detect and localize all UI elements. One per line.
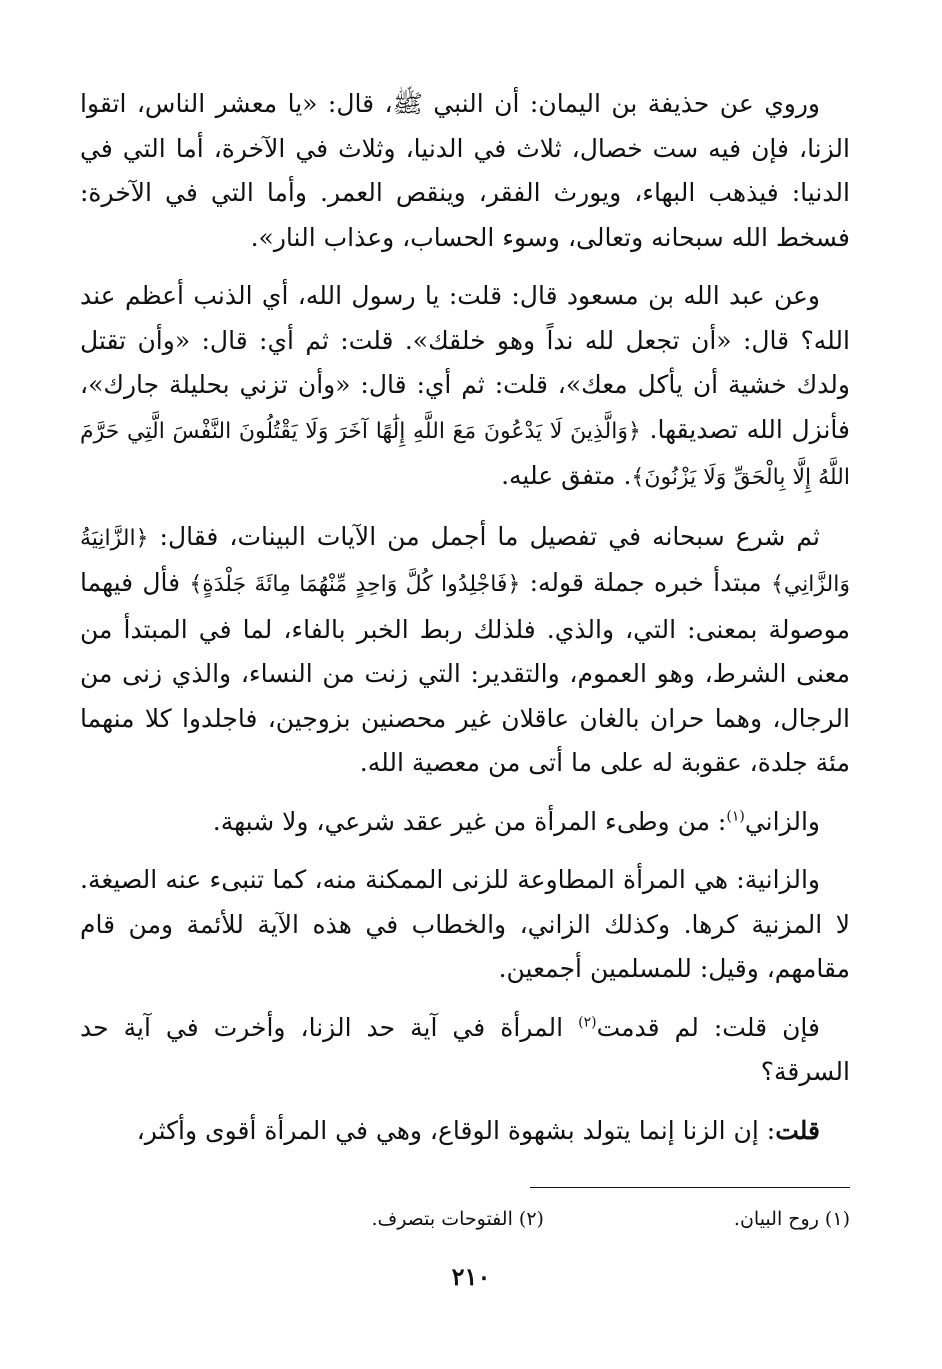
- footnote-2: (٢) الفتوحات بتصرف.: [371, 1208, 544, 1230]
- quran-verse: ﴿وَالَّذِينَ لَا يَدْعُونَ مَعَ اللَّهِ إِلَٰهًا آخَرَ وَلَا يَقْتُلُونَ النَّفْسَ الَّتِي حَرَّمَ اللَّهُ إِلَّا بِالْحَقِّ وَلَا يَزْنُونَ﴾: [80, 418, 850, 490]
- paragraph-text: : إن الزنا إنما يتولد بشهوة الوقاع، وهي في المرأة أقوى وأكثر،: [136, 1115, 776, 1145]
- paragraph-text: : من وطىء المرأة من غير عقد شرعي، ولا شبهة.: [212, 806, 727, 836]
- paragraph-hudhayfa-hadith: وروي عن حذيفة بن اليمان: أن النبي ﷺ، قال: «يا معشر الناس، اتقوا الزنا، فإن فيه ست خصال، ثلاث في الدنيا، وثلاث في الآخرة، أما التي في الدنيا: فيذهب البهاء، ويورث الفقر، وينقص العمر. وأما التي في الآخرة: فسخط الله سبحانه وتعالى، وسوء الحساب، وعذاب النار».: [80, 89, 850, 252]
- paragraph-text: المرأة في آية حد الزنا، وأخرت في آية حد السرقة؟: [80, 1012, 850, 1086]
- paragraph-text: . متفق عليه.: [501, 461, 632, 490]
- paragraph-text: فأل فيهما موصولة بمعنى: التي، والذي. فلذلك ربط الخبر بالفاء، لما في المبتدأ من معنى الشرط، وهو العموم، والتقدير: التي زنت من النساء، والذي زنى من الرجال، وهما حران بالغان عاقلان غير محصنين بزوجين، فاجلدوا كلا منهما مئة جلدة، عقوبة له على ما أتى من معصية الله.: [80, 568, 850, 777]
- paragraph-text: مبتدأ خبره جملة قوله:: [529, 568, 762, 597]
- paragraph-tafsir-zaniya: [80, 515, 850, 786]
- quran-verse: ﴿فَاجْلِدُوا كُلَّ وَاحِدٍ مِّنْهُمَا مِائَةَ جَلْدَةٍ﴾: [189, 572, 521, 597]
- footnote-ref: (٢): [578, 1014, 597, 1031]
- paragraph-text: وعن عبد الله بن مسعود قال: قلت: يا رسول الله، أي الذنب أعظم عند الله؟ قال: «أن تجعل لله نداً وهو خلقك». قلت: ثم أي: قال: «وأن تقتل ولدك خشية أن يأكل معك»، قلت: ثم أي: قال: «وأن تزني بحليلة جارك»، فأنزل الله تصديقها.: [80, 281, 850, 444]
- footnotes: [80, 1204, 850, 1234]
- paragraph-text: والزاني: [744, 806, 820, 836]
- paragraph-text: ثم شرع سبحانه في تفصيل ما أجمل من الآيات البينات، فقال:: [159, 521, 820, 551]
- paragraph-zaniya-definition: والزانية: هي المرأة المطاوعة للزنى الممكنة منه، كما تنبىء عنه الصيغة. لا المزنية كرها. وكذلك الزاني، والخطاب في هذه الآية للأئمة ومن قام مقامهم، وقيل: للمسلمين أجمعين.: [80, 865, 850, 983]
- quran-verse: ﴿الزَّانِيَةُ وَالزَّانِي﴾: [80, 525, 850, 597]
- paragraph-text: فإن قلت: لم قدمت: [596, 1012, 821, 1042]
- footnote-ref: (١): [726, 808, 745, 825]
- paragraph-answer: [80, 1109, 850, 1154]
- page-number: ٢١٠: [451, 1262, 491, 1291]
- paragraph-ibn-masud-hadith: [80, 274, 850, 501]
- footnote-divider: [530, 1187, 850, 1188]
- paragraph-zani-definition: [80, 800, 850, 845]
- footnote-1: (١) روح البيان.: [733, 1208, 850, 1230]
- paragraph-question: [80, 1006, 850, 1095]
- page-body: [80, 82, 850, 1167]
- answer-label: قلت: [775, 1115, 820, 1145]
